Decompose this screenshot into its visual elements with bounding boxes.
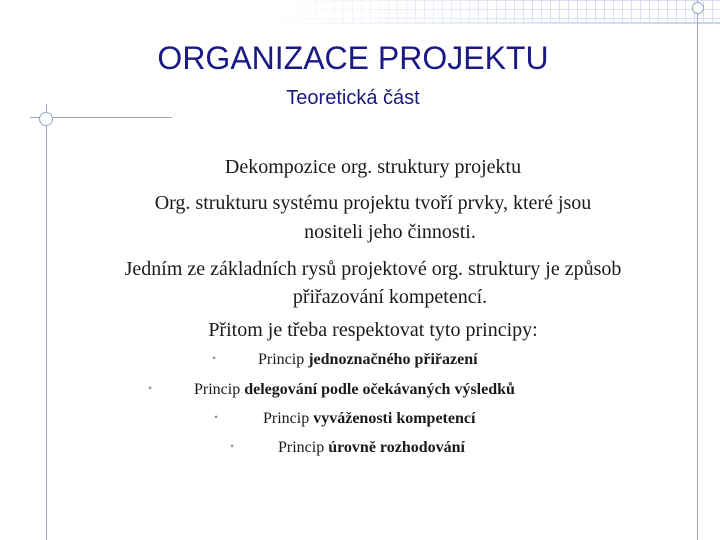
bullet-icon: • xyxy=(230,439,235,453)
bullet-icon: • xyxy=(148,381,153,395)
principle-item xyxy=(278,436,465,460)
principle-item xyxy=(194,378,515,402)
bullet-icon: • xyxy=(212,351,217,365)
principle-emphasis: vyváženosti kompetencí xyxy=(313,410,476,427)
principle-item xyxy=(263,407,475,431)
principle-emphasis: úrovně rozhodování xyxy=(328,439,465,456)
paragraph-line: Jedním ze základních rysů projektové org. struktury je způsob xyxy=(124,258,622,280)
decorative-grid-pattern xyxy=(262,0,720,22)
principle-prefix: Princip xyxy=(258,351,309,368)
paragraph-line: přiřazování kompetencí. xyxy=(292,286,488,308)
decorative-circle-left xyxy=(39,112,53,126)
principle-prefix: Princip xyxy=(263,410,314,427)
principle-emphasis: delegování podle očekávaných výsledků xyxy=(244,381,515,398)
decorative-grid-band xyxy=(262,22,720,24)
principle-prefix: Princip xyxy=(278,439,329,456)
paragraph-line: nositeli jeho činnosti. xyxy=(304,221,476,243)
principle-prefix: Princip xyxy=(194,381,245,398)
paragraph-line: Dekompozice org. struktury projektu xyxy=(224,156,522,178)
bullet-icon: • xyxy=(214,410,219,424)
slide-title: ORGANIZACE PROJEKTU xyxy=(157,40,549,76)
decorative-circle-top-right xyxy=(692,2,704,14)
paragraph-line: Org. strukturu systému projektu tvoří prvky, které jsou xyxy=(154,192,592,214)
paragraph-line: Přitom je třeba respektovat tyto principy: xyxy=(208,319,538,341)
principle-emphasis: jednoznačného přiřazení xyxy=(308,351,478,368)
slide-subtitle: Teoretická část xyxy=(286,87,420,109)
principle-item xyxy=(258,348,478,372)
